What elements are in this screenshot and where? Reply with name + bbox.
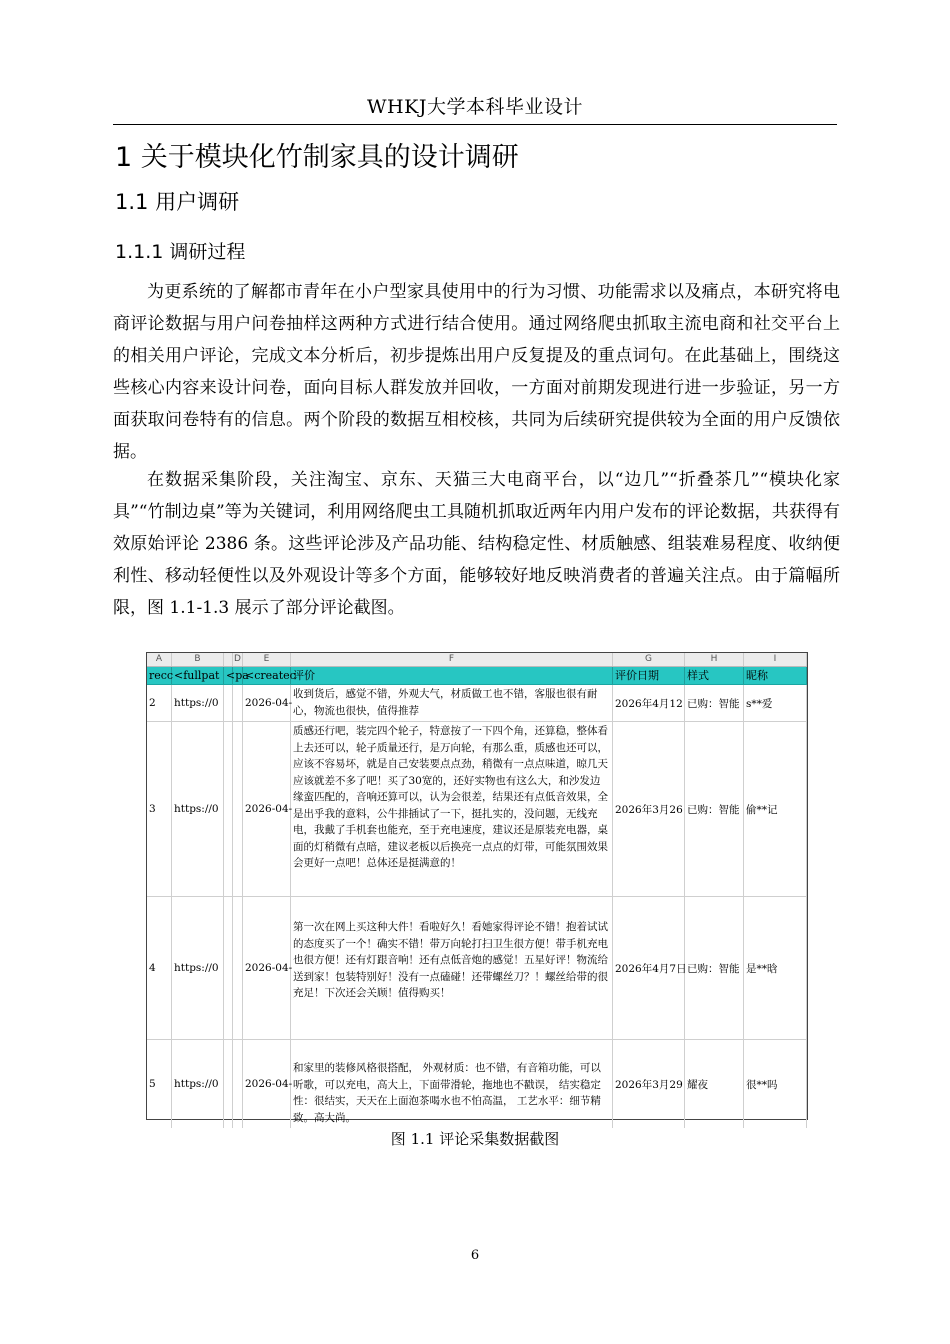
column-letter: H <box>685 653 744 666</box>
empty-cell <box>224 685 233 721</box>
row-id-cell: 5 <box>147 1040 172 1128</box>
empty-cell <box>233 897 243 1039</box>
created-cell: 2026-04- <box>243 685 291 721</box>
url-cell: https://0 <box>172 897 224 1039</box>
table-row <box>147 1040 807 1128</box>
chapter-title: 1 关于模块化竹制家具的设计调研 <box>115 142 519 173</box>
figure-caption: 图 1.1 评论采集数据截图 <box>390 1130 560 1148</box>
empty-cell <box>224 897 233 1039</box>
style-cell: 已购：智能 <box>685 897 744 1039</box>
header-cell: 昵称 <box>744 667 807 684</box>
nickname-cell: 偷**记 <box>744 722 807 896</box>
date-cell: 2026年3月26 <box>613 722 685 896</box>
row-id-cell: 4 <box>147 897 172 1039</box>
style-cell: 已购：智能 <box>685 722 744 896</box>
date-cell: 2026年4月12 <box>613 685 685 721</box>
column-letter: E <box>243 653 291 666</box>
page-number: 6 <box>470 1248 480 1263</box>
created-cell: 2026-04- <box>243 897 291 1039</box>
comment-cell: 收到货后，感觉不错，外观大气，材质做工也不错，客服也很有耐心，物流也很快，值得推荐 <box>291 685 613 721</box>
column-letter: F <box>291 653 613 666</box>
header-cell: recc <box>149 669 174 682</box>
page-header: WHKJ大学本科毕业设计 <box>367 96 583 118</box>
created-cell: 2026-04- <box>243 1040 291 1128</box>
nickname-cell: s**爱 <box>744 685 807 721</box>
column-letter: B <box>172 653 224 666</box>
body-paragraph: 为更系统的了解都市青年在小户型家具使用中的行为习惯、功能需求以及痛点，本研究将电商评论数据与用户问卷抽样这两种方式进行结合使用。通过网络爬虫抓取主流电商和社交平台上的相关用户评论，完成文本分析后，初步提炼出用户反复提及的重点词句。在此基础上，围绕这些核心内容来设计问卷，面向目标人群发放并回收，一方面对前期发现进行进一步验证，另一方面获取问卷特有的信息。两个阶段的数据互相校核，共同为后续研究提供较为全面的用户反馈依据。 <box>113 282 840 462</box>
empty-cell <box>233 1040 243 1128</box>
table-row <box>147 722 807 897</box>
column-letter: G <box>613 653 685 666</box>
table-row <box>147 685 807 722</box>
style-cell: 已购：智能 <box>685 685 744 721</box>
date-cell: 2026年3月29 <box>613 1040 685 1128</box>
header-rule <box>113 124 837 125</box>
empty-cell <box>224 722 233 896</box>
nickname-cell: 很**吗 <box>744 1040 807 1128</box>
header-cell <box>233 667 243 684</box>
table-row <box>147 897 807 1040</box>
header-cell: 评价日期 <box>613 667 685 684</box>
comment-cell: 第一次在网上买这种大件！看啦好久！看她家得评论不错！抱着试试的态度买了一个！确实不错！带万向轮打扫卫生很方便！带手机充电也很方便！还有灯跟音响！还有点低音炮的感觉！五星好评！物流给送到家！包装特别好！没有一点磕碰！还带螺丝刀？！螺丝给带的很充足！下次还会关顾！值得购买！ <box>291 897 613 1039</box>
header-cell: <createc <box>245 669 296 682</box>
style-cell: 耀夜 <box>685 1040 744 1128</box>
column-letter: A <box>147 653 172 666</box>
empty-cell <box>233 685 243 721</box>
header-cell: 样式 <box>685 667 744 684</box>
spreadsheet-screenshot <box>146 652 808 1124</box>
date-cell: 2026年4月7日 <box>613 897 685 1039</box>
empty-cell <box>224 1040 233 1128</box>
comment-cell: 和家里的装修风格很搭配， 外观材质：也不错，有音箱功能，可以听歌，可以充电，高大上，下面带滑轮，拖地也不戳误， 结实稳定性：很结实，天天在上面泡茶喝水也不怕高温， 工艺水平：细节精致。高大尚。 <box>291 1040 613 1128</box>
created-cell: 2026-04- <box>243 722 291 896</box>
column-letter: D <box>233 653 243 666</box>
header-cell: <pa <box>226 669 249 682</box>
column-letter <box>224 653 233 666</box>
url-cell: https://0 <box>172 685 224 721</box>
url-cell: https://0 <box>172 1040 224 1128</box>
body-paragraph: 在数据采集阶段，关注淘宝、京东、天猫三大电商平台，以“边几”“折叠茶几”“模块化家具”“竹制边桌”等为关键词，利用网络爬虫工具随机抓取近两年内用户发布的评论数据，共获得有效原始评论 2386 条。这些评论涉及产品功能、结构稳定性、材质触感、组装难易程度、收纳便利性、移动轻便性以及外观设计等多个方面，能够较好地反映消费者的普遍关注点。由于篇幅所限，图 1.1-1.3 展示了部分评论截图。 <box>113 470 840 618</box>
row-id-cell: 2 <box>147 685 172 721</box>
subsection-title: 1.1.1 调研过程 <box>115 241 246 263</box>
header-cell: 评价 <box>291 667 613 684</box>
column-letter: I <box>744 653 807 666</box>
comment-cell: 质感还行吧，装完四个轮子，特意按了一下四个角，还算稳，整体看上去还可以，轮子质量还行，是万向轮，有那么重，质感也还可以，应该不容易坏，就是自己安装要点点劲，稍微有一点点味道，晾几天应该就差不多了吧！买了30宽的，还好实物也有这么大，和沙发边缘蛮匹配的，音响还算可以，认为会很差，结果还有点低音效果，全是出乎我的意料，公牛排插试了一下，挺扎实的，没问题，无线充电，我戴了手机套也能充，至于充电速度，建议还是原装充电器，桌面的灯稍微有点暗，建议老板以后换亮一点点的灯带，可能氛围效果会更好一点吧！总体还是挺满意的！ <box>291 722 613 896</box>
table-header-row <box>147 667 807 685</box>
row-id-cell: 3 <box>147 722 172 896</box>
column-letter-row <box>147 653 807 667</box>
section-title: 1.1 用户调研 <box>115 190 240 214</box>
header-cell: <fullpat <box>172 667 224 684</box>
nickname-cell: 是**晗 <box>744 897 807 1039</box>
url-cell: https://0 <box>172 722 224 896</box>
empty-cell <box>233 722 243 896</box>
